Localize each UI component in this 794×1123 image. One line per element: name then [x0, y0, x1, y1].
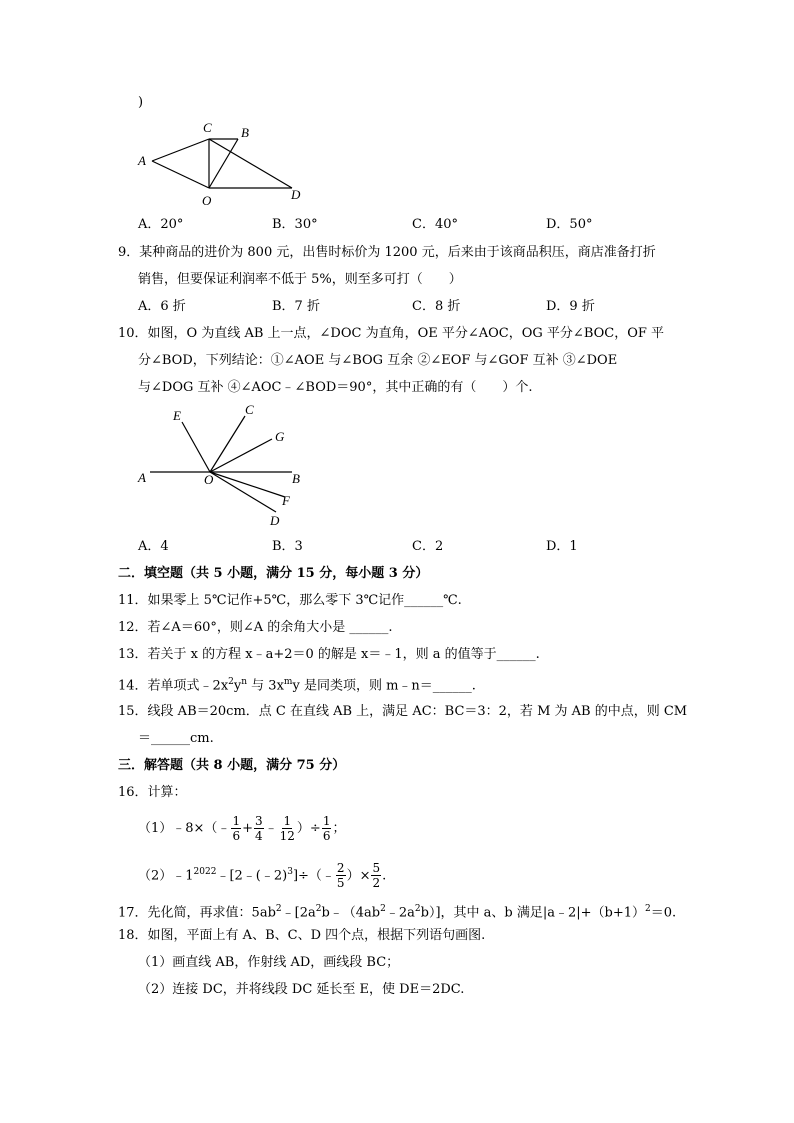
q10-line1: 10．如图，O 为直线 AB 上一点，∠DOC 为直角，OE 平分∠AOC，OG 平分∠BOC，OF 平	[118, 326, 665, 341]
fig10-label-O: O	[204, 472, 214, 487]
q10-option-d: D．1	[546, 539, 578, 554]
fig10-label-C: C	[245, 402, 254, 417]
q8-option-c: C．40°	[412, 217, 458, 232]
q16-title: 16．计算：	[118, 785, 187, 800]
fig10-label-D: D	[270, 513, 280, 528]
q10-line3: 与∠DOG 互补 ④∠AOC﹣∠BOD＝90°，其中正确的有（ ）个.	[138, 380, 533, 395]
section-fill-in-heading: 二．填空题（共 5 小题，满分 15 分，每小题 3 分）	[118, 566, 429, 581]
q10-option-c: C．2	[412, 539, 444, 554]
q13: 13．若关于 x 的方程 x﹣a+2＝0 的解是 x＝﹣1，则 a 的值等于______.	[118, 647, 540, 662]
q15-line1: 15．线段 AB＝20cm．点 C 在直线 AB 上，满足 AC：BC＝3：2，若 M 为 AB 的中点，则 CM	[118, 704, 688, 719]
fig8-label-D: D	[291, 187, 301, 202]
q9-option-b: B．7 折	[272, 299, 320, 314]
q8-option-b: B．30°	[272, 217, 318, 232]
q18-line1: 18．如图，平面上有 A、B、C、D 四个点，根据下列语句画图.	[118, 928, 486, 943]
q8-option-d: D．50°	[546, 217, 593, 232]
q12: 12．若∠A＝60°，则∠A 的余角大小是 ______.	[118, 620, 393, 635]
q17: 17．先化简，再求值：$5ab^2﹣[2a^2b﹣(4ab^2﹣2a^2b)]$，其中 a、b 满足$|a﹣2|+(b+1)^2=0$.	[118, 904, 677, 921]
q8-closing-paren: )	[138, 95, 144, 110]
q16-part1: （1）﹣8×（﹣ $\frac{1}{6}$ + $\frac{3}{4}$ ﹣ $\frac{1}{12}$ ）÷ $\frac{1}{6}$ ；	[138, 814, 346, 843]
q15-line2: ＝______cm.	[138, 731, 214, 746]
figure-q8	[130, 115, 330, 210]
figure-q10	[130, 400, 310, 532]
fig10-label-B: B	[292, 471, 300, 486]
q16-part2: $(2)﹣1^{2022}﹣[2﹣(﹣2)^3]\div(﹣$ $\frac{2}{5}$ ）× $\frac{5}{2}$ .	[138, 861, 387, 891]
q14: 14．若单项式$﹣2x^2y^n$ 与 $3x^my$ 是同类项，则 m﹣n＝______.	[118, 677, 476, 694]
q18-part1: （1）画直线 AB，作射线 AD，画线段 BC；	[138, 955, 400, 970]
q18-part2: （2）连接 DC，并将线段 DC 延长至 E，使 DE＝2DC.	[138, 982, 465, 997]
fig8-label-B: B	[241, 125, 249, 140]
fig8-label-O: O	[202, 193, 212, 208]
q10-line2: 分∠BOD，下列结论：①∠AOE 与∠BOG 互余 ②∠EOF 与∠GOF 互补 ③∠DOE	[138, 353, 618, 368]
q9-option-d: D．9 折	[546, 299, 595, 314]
q10-option-b: B．3	[272, 539, 303, 554]
fig10-label-F: F	[282, 493, 290, 508]
fig8-label-A: A	[138, 153, 146, 168]
q9-line1: 9．某种商品的进价为 800 元，出售时标价为 1200 元，后来由于该商品积压，商店准备打折	[118, 245, 656, 260]
q10-option-a: A．4	[138, 539, 169, 554]
fig10-label-A: A	[138, 470, 146, 485]
fig10-label-G: G	[275, 429, 285, 444]
q9-option-a: A．6 折	[138, 299, 186, 314]
section-solve-heading: 三．解答题（共 8 小题，满分 75 分）	[118, 758, 346, 773]
q9-option-c: C．8 折	[412, 299, 461, 314]
q8-option-a: A．20°	[138, 217, 184, 232]
fig8-label-C: C	[203, 120, 212, 135]
q9-line2: 销售，但要保证利润率不低于 5%，则至多可打（ ）	[138, 272, 462, 287]
q11: 11．如果零上 5℃记作+5℃，那么零下 3℃记作______℃.	[118, 593, 462, 608]
fig10-label-E: E	[173, 408, 181, 423]
